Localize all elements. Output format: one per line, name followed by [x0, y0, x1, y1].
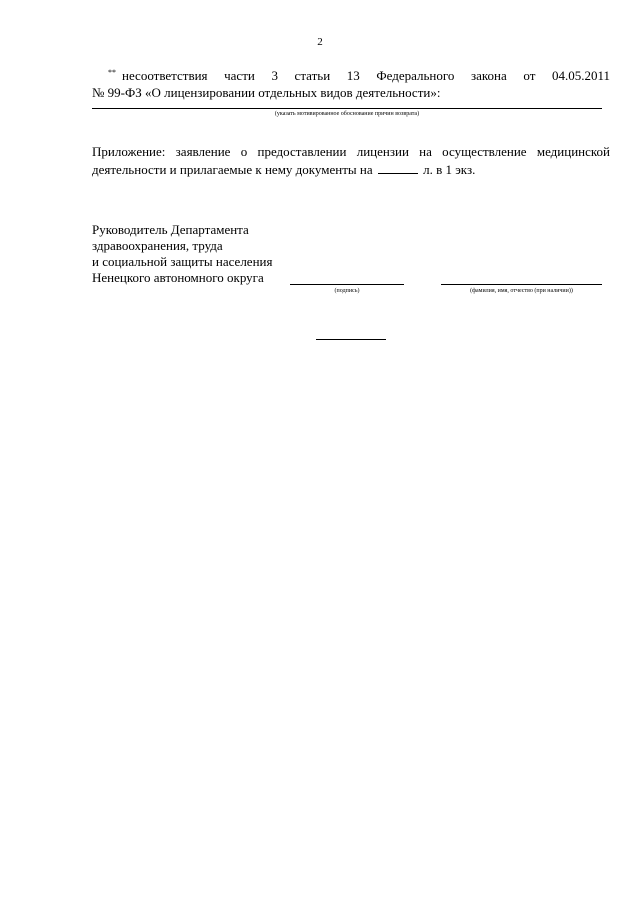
attachment-text-before: деятельности и прилагаемые к нему документы на: [92, 162, 373, 177]
document-end-line: [316, 339, 386, 340]
signature-fill-line[interactable]: [290, 284, 404, 285]
signatory-title: [92, 222, 272, 286]
attachment-paragraph: [92, 143, 610, 179]
signatory-line-3: и социальной защиты населения: [92, 254, 273, 269]
attachment-line-1: Приложение: заявление о предоставлении лицензии на осуществление медицинской: [92, 144, 610, 159]
signatory-line-4: Ненецкого автономного округа: [92, 270, 264, 285]
nonconformity-text-1: несоответствия части 3 статьи 13 Федерального закона от 04.05.2011: [122, 68, 610, 83]
nonconformity-paragraph: [92, 64, 610, 101]
pages-count-blank[interactable]: [378, 162, 418, 174]
footnote-marker: **: [108, 68, 116, 77]
signatory-line-2: здравоохранения, труда: [92, 238, 223, 253]
attachment-text-after: л. в 1 экз.: [423, 162, 476, 177]
nonconformity-line-2: № 99-ФЗ «О лицензировании отдельных видов деятельности»:: [92, 85, 441, 100]
page-number: 2: [317, 36, 323, 48]
full-name-caption: (фамилия, имя, отчество (при наличии)): [470, 288, 573, 294]
signature-caption: (подпись): [334, 288, 360, 294]
attachment-line-2: [92, 161, 610, 179]
full-name-fill-line[interactable]: [441, 284, 602, 285]
signatory-line-1: Руководитель Департамента: [92, 222, 249, 237]
reason-fill-line[interactable]: [92, 108, 602, 109]
nonconformity-line-1: [92, 64, 610, 84]
reason-caption: (указать мотивированное обоснование причин возврата): [274, 111, 420, 117]
